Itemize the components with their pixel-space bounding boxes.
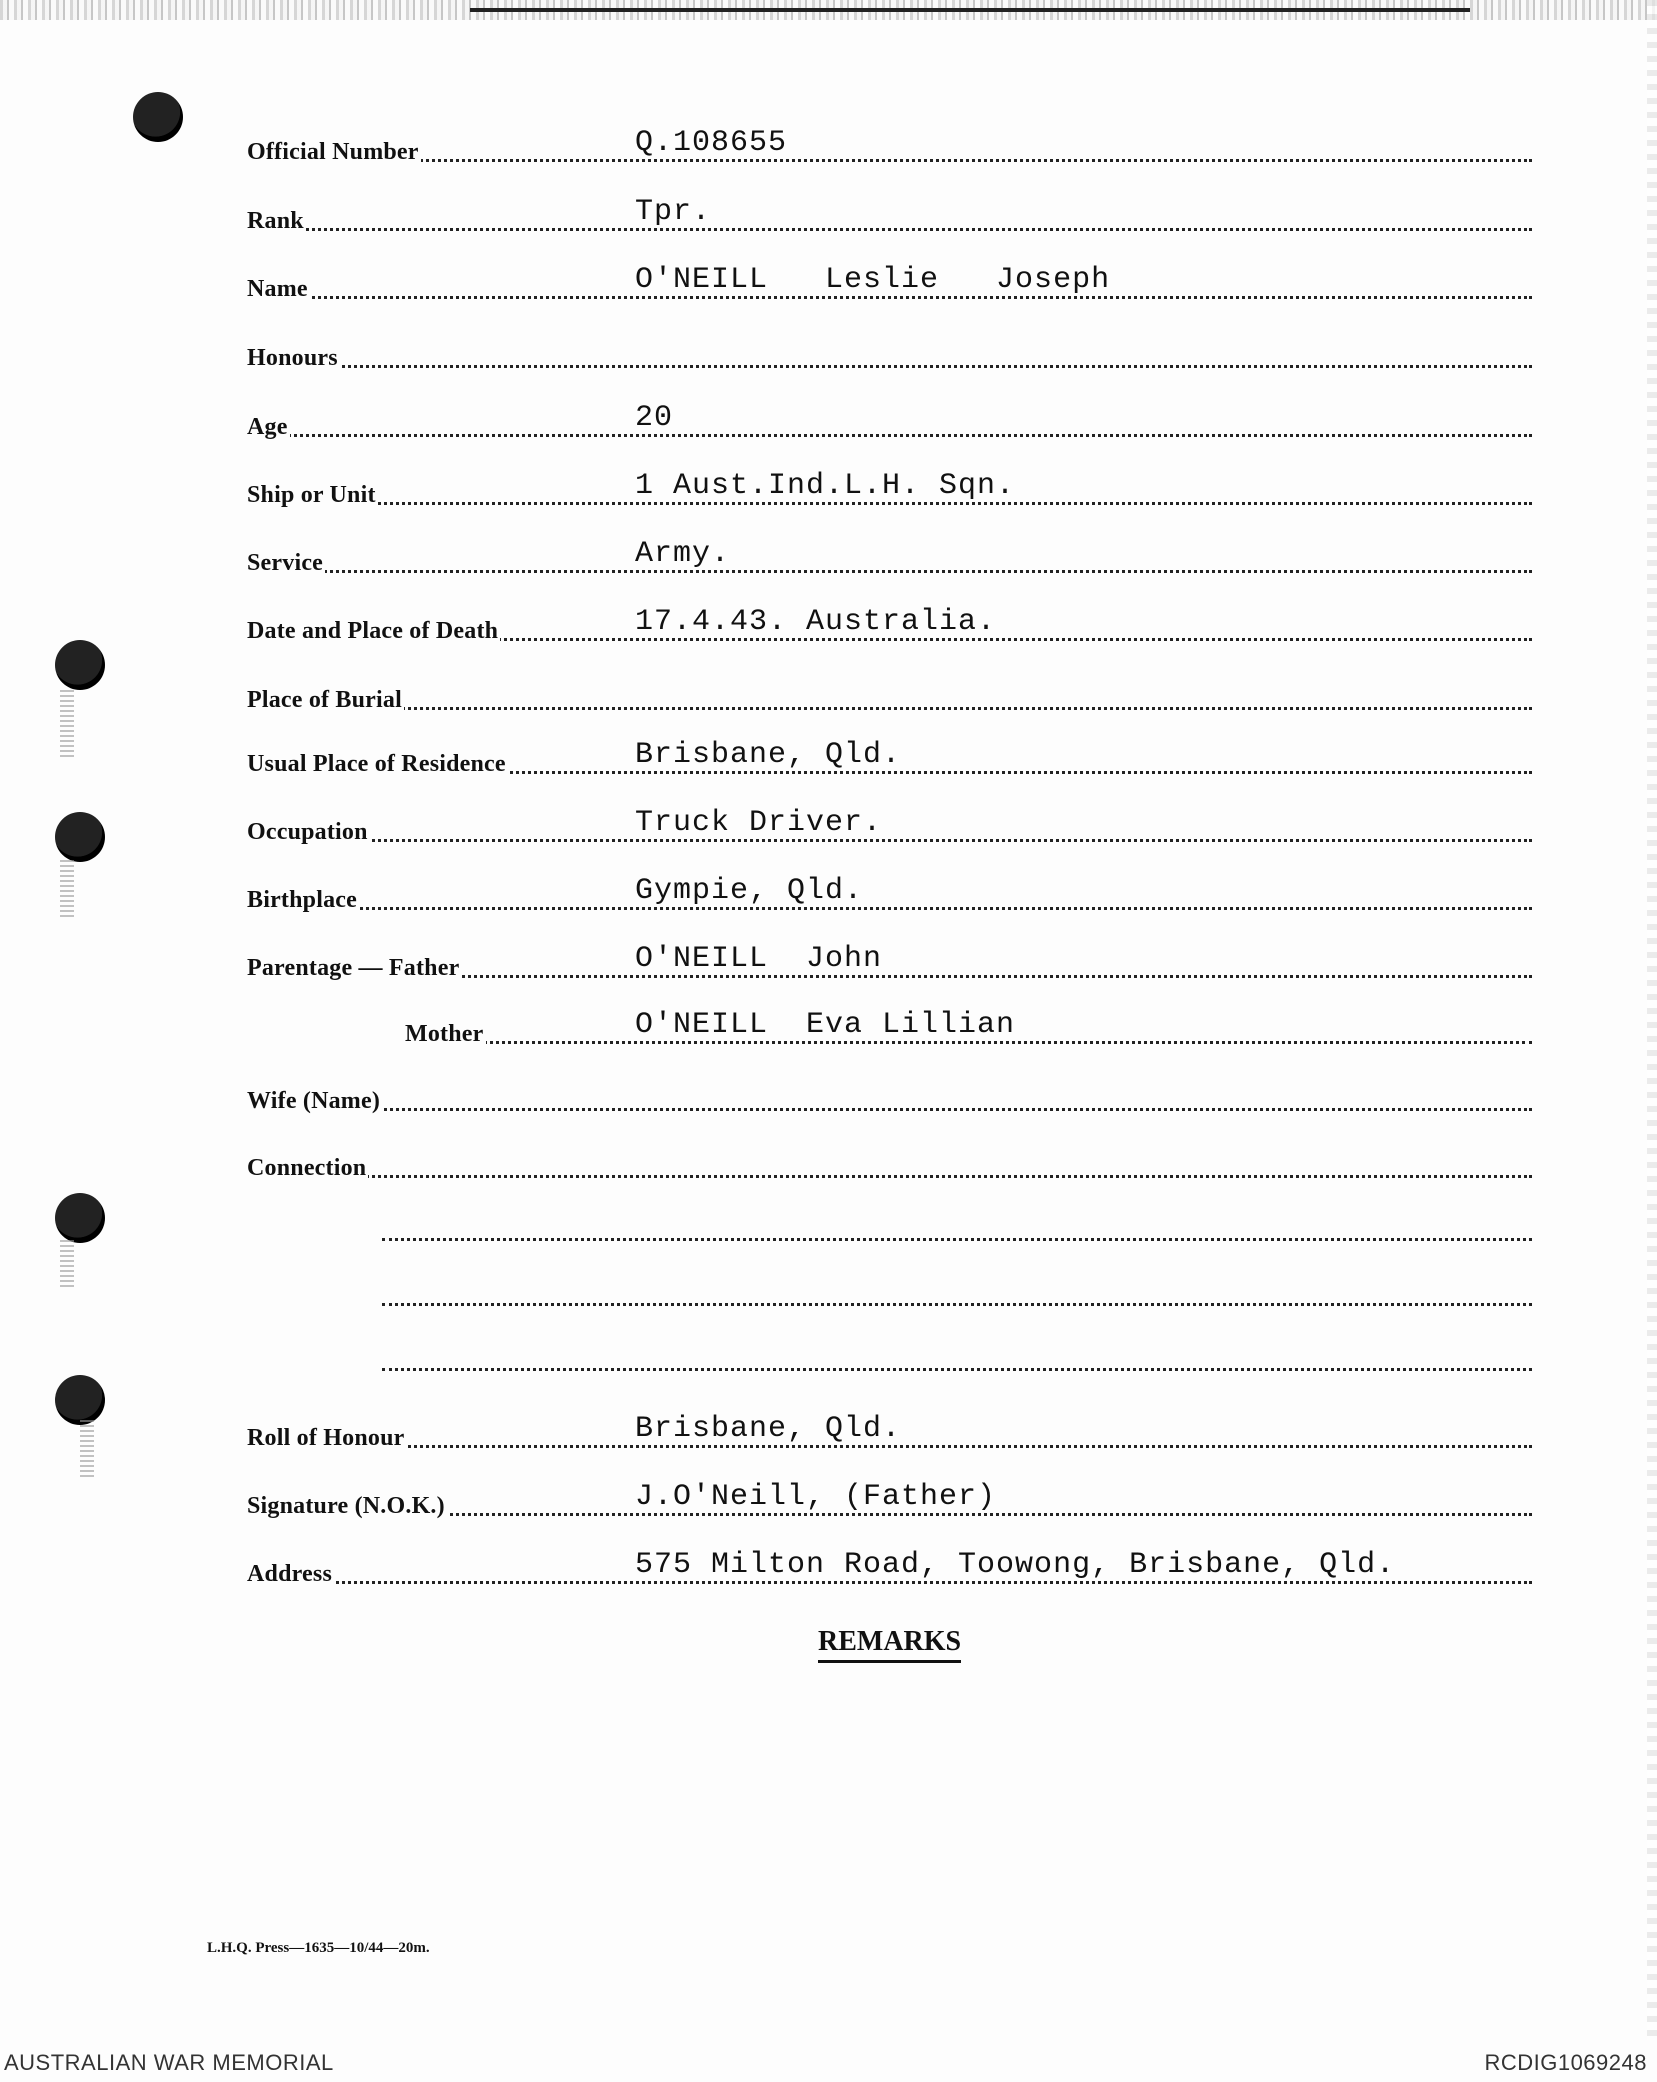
dotted-line [247,570,1532,573]
field-label: Age [247,414,288,440]
field-father [247,934,1532,984]
field-label: Service [247,550,324,576]
field-value: Brisbane, Qld. [635,738,902,772]
print-note: L.H.Q. Press—1635—10/44—20m. [207,1940,430,1956]
field-value: Gympie, Qld. [635,874,864,908]
field-place-of-burial [247,666,1532,716]
scan-smudge [60,860,74,920]
field-value: 575 Milton Road, Toowong, Brisbane, Qld. [635,1548,1396,1582]
scan-smudge [60,690,74,760]
blank-line [247,1197,1532,1247]
dotted-line [247,839,1532,842]
field-label: Usual Place of Residence [247,751,506,777]
field-label: Signature (N.O.K.) [247,1493,445,1519]
dotted-line [247,228,1532,231]
dotted-line [247,907,1532,910]
field-label: Rank [247,208,304,234]
field-label: Honours [247,345,338,371]
field-name [247,255,1532,305]
dotted-line [247,707,1532,710]
dotted-line [247,365,1532,368]
dotted-line [247,1175,1532,1178]
field-wife [247,1067,1532,1117]
field-value: Q.108655 [635,126,788,160]
dotted-line [382,1368,1532,1371]
field-value: J.O'Neill, (Father) [635,1480,997,1514]
blank-line [247,1327,1532,1377]
field-honours [247,324,1532,374]
field-label: Date and Place of Death [247,618,499,644]
field-label: Address [247,1561,332,1587]
dotted-line [247,159,1532,162]
punch-hole [55,1193,105,1243]
field-label: Name [247,276,308,302]
punch-hole [55,812,105,862]
field-ship-or-unit [247,461,1532,511]
field-value: O'NEILL John [635,942,883,976]
field-official-number [247,118,1532,168]
field-label: Occupation [247,819,368,845]
footer-record-id: RCDIG1069248 [1484,2050,1647,2075]
field-label: Ship or Unit [247,482,376,508]
footer-archive-name: AUSTRALIAN WAR MEMORIAL [4,2050,334,2075]
field-value: Truck Driver. [635,806,883,840]
dotted-line [382,1238,1532,1241]
field-usual-residence [247,730,1532,780]
field-mother [247,1000,1532,1050]
field-age [247,393,1532,443]
scan-smudge [60,1240,74,1290]
scan-top-line [470,8,1470,12]
field-rank [247,187,1532,237]
field-label: Birthplace [247,887,357,913]
punch-hole [55,1375,105,1425]
dotted-line [247,1108,1532,1111]
scan-smudge [80,1420,94,1480]
field-roll-of-honour [247,1404,1532,1454]
field-value: Army. [635,537,731,571]
field-connection [247,1134,1532,1184]
field-address [247,1540,1532,1590]
field-label: Parentage — Father [247,955,460,981]
field-value: 20 [635,401,674,435]
field-service [247,529,1532,579]
field-signature [247,1472,1532,1522]
field-label: Mother [405,1021,484,1047]
punch-hole [133,92,183,142]
field-value: O'NEILL Leslie Joseph [635,263,1111,297]
field-value: 1 Aust.Ind.L.H. Sqn. [635,469,1016,503]
field-value: O'NEILL Eva Lillian [635,1008,1016,1042]
field-value: Brisbane, Qld. [635,1412,902,1446]
blank-line [247,1262,1532,1312]
field-date-place-death [247,597,1532,647]
punch-hole [55,640,105,690]
field-occupation [247,798,1532,848]
field-label: Official Number [247,139,419,165]
scan-right-edge [1647,0,1657,2040]
dotted-line [247,434,1532,437]
field-label: Roll of Honour [247,1425,405,1451]
field-value: 17.4.43. Australia. [635,605,997,639]
field-birthplace [247,866,1532,916]
field-label: Place of Burial [247,687,402,713]
remarks-heading: REMARKS [818,1626,961,1663]
field-value: Tpr. [635,195,712,229]
field-label: Wife (Name) [247,1088,381,1114]
field-label: Connection [247,1155,367,1181]
dotted-line [382,1303,1532,1306]
